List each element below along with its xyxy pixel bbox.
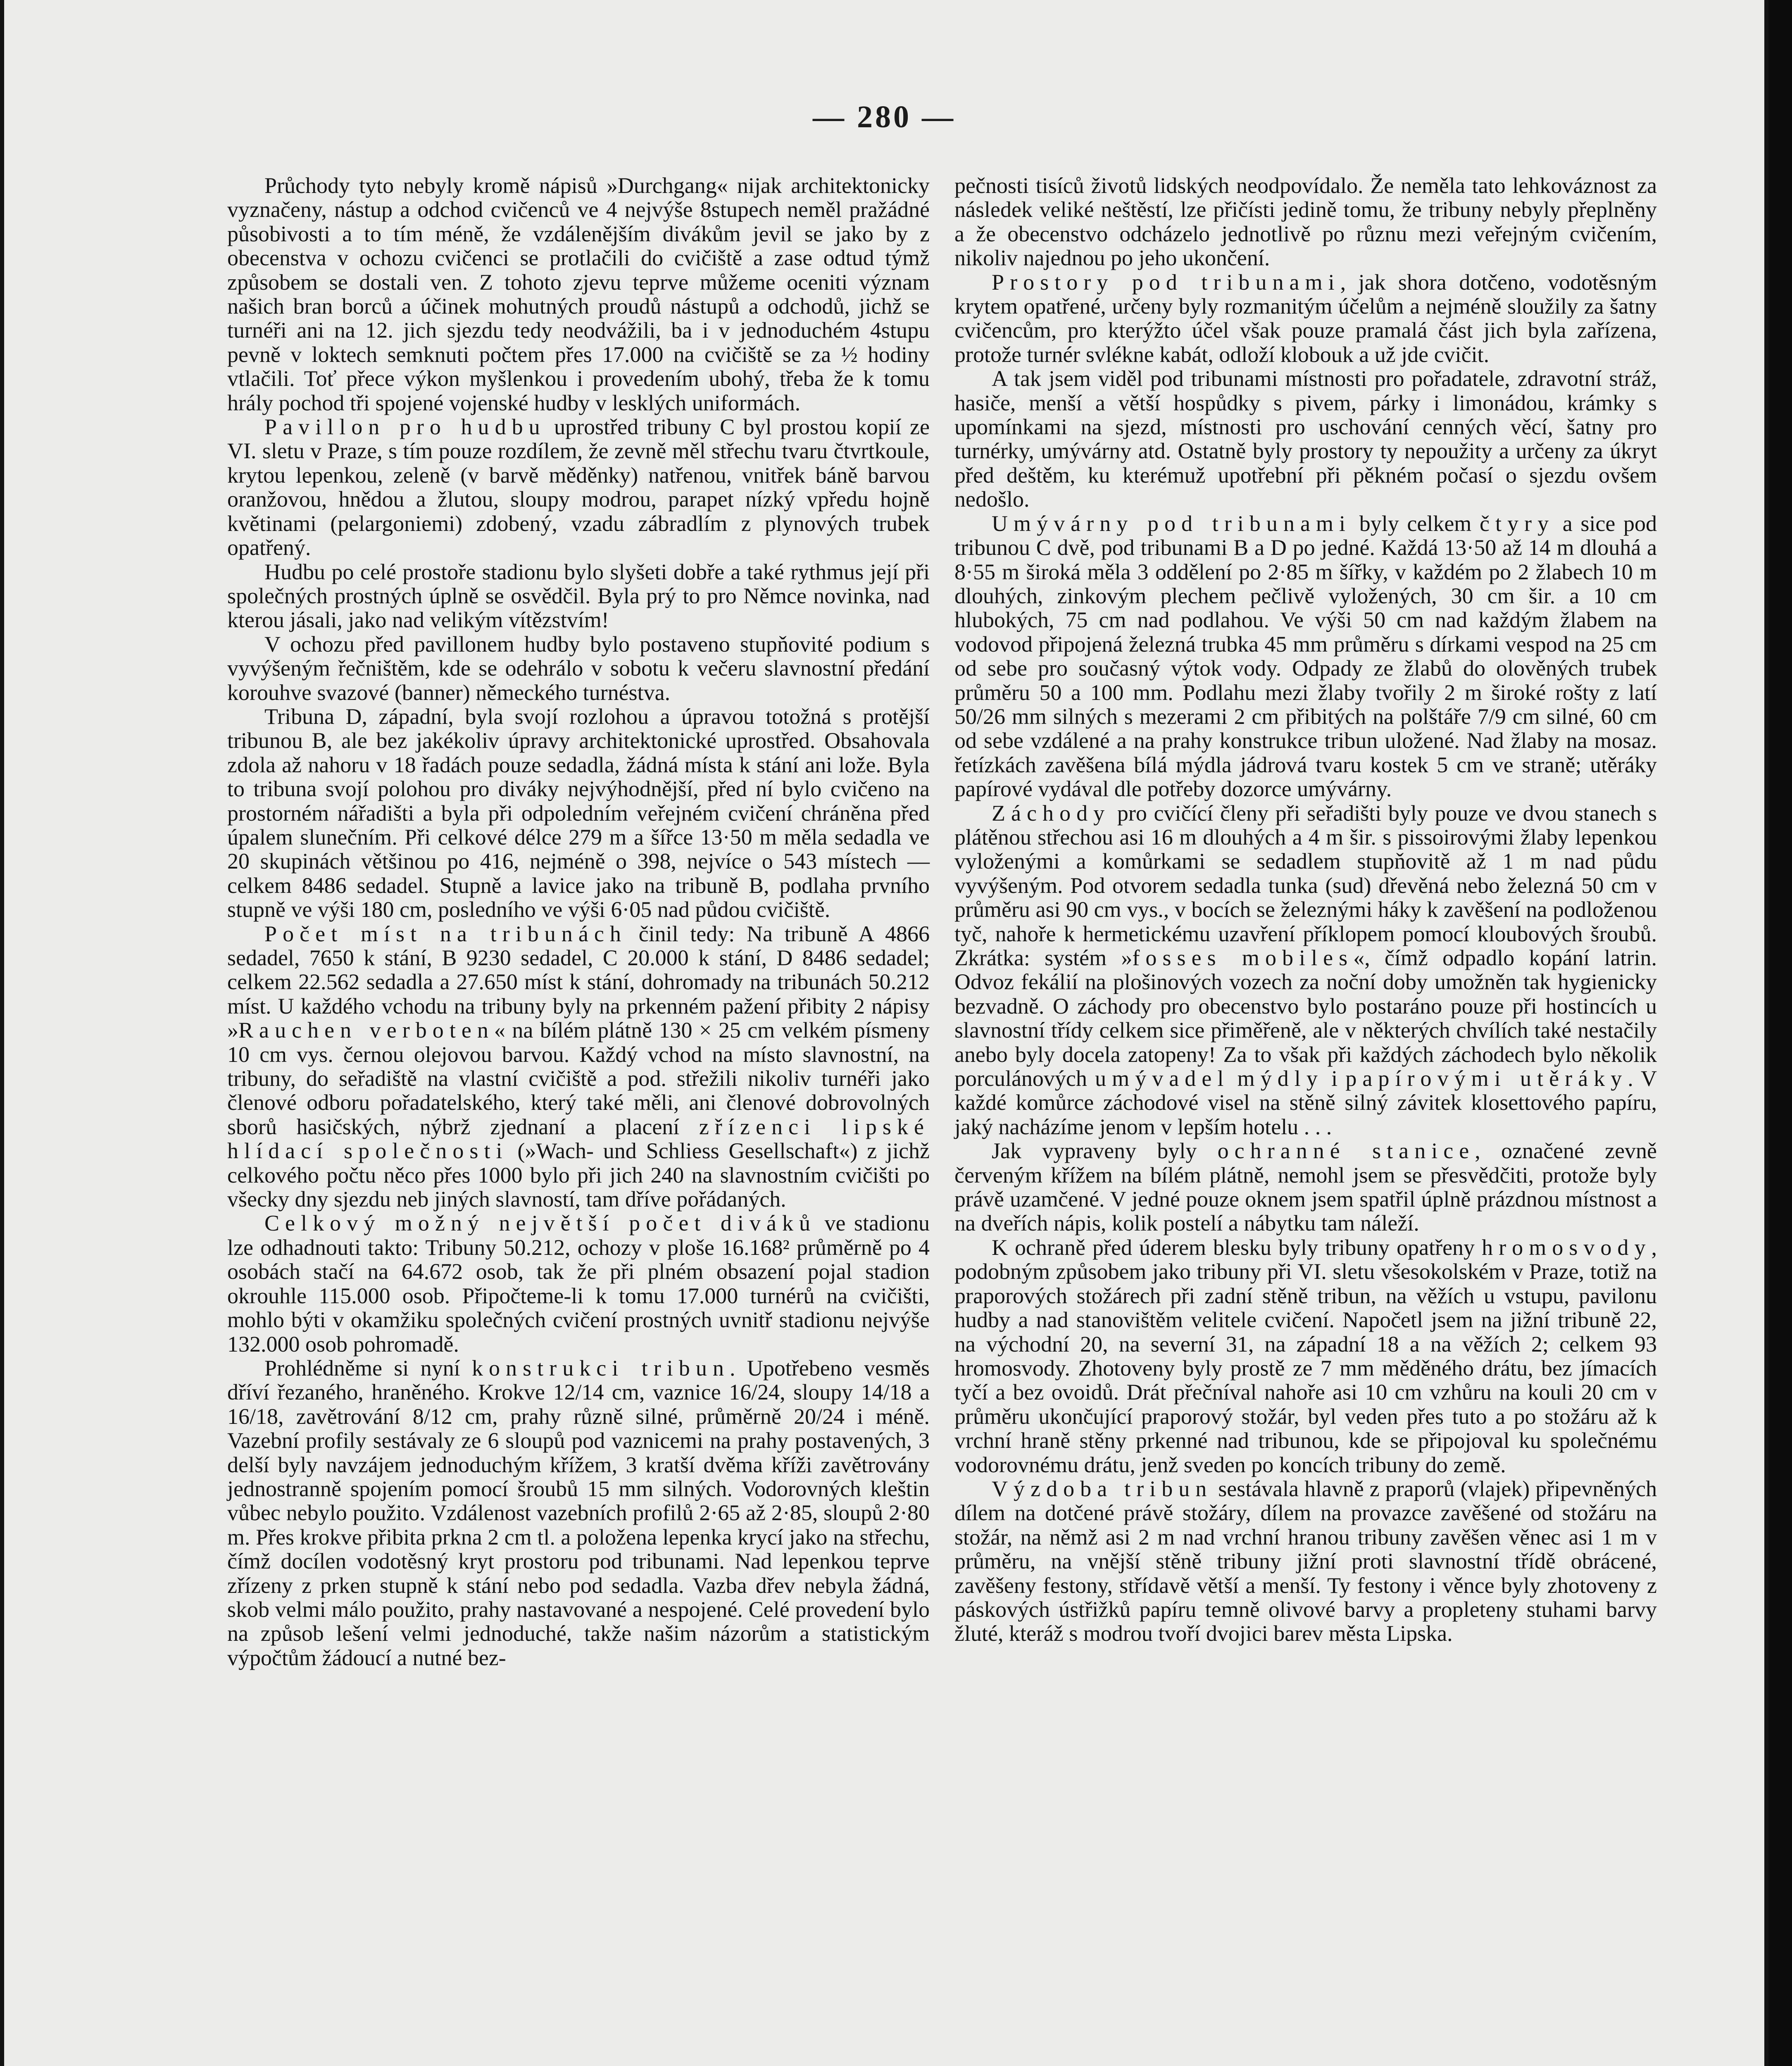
text-run: . V každé komůrce záchodové visel na stěně silný závitek klosettového papíru, jaký nacházíme jenom v lepším hotelu . . . (954, 1066, 1657, 1139)
text-run: Prohlédněme si nyní (264, 1355, 472, 1381)
spaced-emphasis: Rauchen verboten (238, 1018, 494, 1043)
paragraph (954, 367, 1657, 511)
text-run: ve stadionu lze odhadnouti takto: Tribuny 50.212, ochozy v ploše 16.168² průměrně po 4 osobách stačí na 64.672 osob, tak že při plném obsazení pojal stadion okrouhle 115.000 osob. Připočteme-li k tomu 17.000 turnérů na cvičišti, mohlo býti v okamžiku společných cvičení prostných uvnitř stadionu nejvýše 132.000 osob pohromadě. (227, 1211, 930, 1357)
text-run: Průchody tyto nebyly kromě nápisů »Durchgang« nijak architektonicky vyznačeny, nástup a odchod cvičenců ve 4 nejvýše 8stupech neměl pražádné působivosti a to tím méně, že vzdálenějším divákům jevil se jako by z obecenstva v ochozu cvičenci se protlačili do cvičiště a zase odtud týmž způsobem se dostali ven. Z tohoto zjevu teprve můžeme oceniti význam našich bran borců a účinek mohutných proudů nástupů a odchodů, jichž se turnéři ani na 12. jich sjezdu tedy neodvážili, ba i v jednoduchém 4stupu pevně v loktech semknuti počtem přes 17.000 na cvičiště se za ½ hodiny vtlačili. Toť přece výkon myšlenkou i provedením ubohý, třeba že k tomu hrály pochod tři spojené vojenské hudby v lesklých uniformách. (227, 173, 930, 415)
spaced-emphasis: ochranné stanice (1217, 1138, 1475, 1164)
spaced-emphasis: papírovými utěráky (1345, 1066, 1628, 1091)
text-run: «, čímž odpadlo kopání latrin. Odvoz fekálií na plošinových vozech za noční doby umožněn tak hygienicky bezvadně. O záchody pro obecenstvo bylo postaráno pouze při hostincích u slavnostní třídy celkem sice přiměřeně, ale v některých chvílích také nestačily anebo byly docela zatopeny! Za to však při každých záchodech bylo několik porculánových (954, 945, 1657, 1091)
text-run: pro cvičící členy při seřadišti byly pouze ve dvou stanech s plátěnou střechou asi 16 m dlouhých a 4 m šir. s pissoirovými žlaby lepenkou vyloženými a komůrkami se sedadlem stupňovitě až 1 m nad půdu vyvýšeným. Pod otvorem sedadla tunka (sud) dřevěná nebo železná 50 cm v průměru asi 90 cm vys., v bocích se železnými háky k zavěšení na podloženou tyč, nahoře k hermetickému uzavření příklopem pomocí kloubových šroubů. Zkrátka: systém » (954, 800, 1657, 970)
spaced-emphasis: Záchody (992, 800, 1111, 826)
page-sheet (4, 0, 1764, 2066)
spaced-emphasis: Celkový možný největší počet diváků (264, 1211, 816, 1236)
scan-border-right (1768, 0, 1792, 2066)
spaced-emphasis: zřízenci lipské hlídací společnosti (227, 1114, 930, 1164)
text-run: K ochraně před úderem blesku byly tribuny opatřeny (992, 1235, 1482, 1260)
paragraph (227, 705, 930, 922)
right-column (954, 174, 1657, 1646)
spaced-emphasis: Prostory pod tribunami (992, 269, 1340, 295)
spaced-emphasis: Výzdoba tribun (992, 1476, 1213, 1501)
text-run: byly celkem (1351, 511, 1480, 536)
text-run: sestávala hlavně z praporů (vlajek) připevněných dílem na dotčené právě stožáry, dílem na provazce zavěšené od stožáru na stožár, na němž asi 2 m nad vrchní hranou tribuny zavěšen věnec asi 1 m v průměru, na vnější stěně tribuny jižní proti slavnostní třídě obrácené, zavěšeny festony, střídavě větší a menší. Ty festony i věnce byly zhotoveny z páskových ústřižků papíru temně olivové barvy a propleteny stuhami barvy žluté, kteráž s modrou tvoří dvojici barev města Lipska. (954, 1476, 1657, 1646)
paragraph (954, 270, 1657, 367)
paragraph (227, 415, 930, 559)
text-run: (»Wach- und Schliess Gesellschaft«) z jichž celkového počtu něco přes 1000 bylo při jich 240 na slavnostním cvičišti po všecky dny sjezdu neb jiných slavností, tam dříve pořádaných. (227, 1138, 930, 1212)
text-run: uprostřed tribuny C byl prostou kopií ze VI. sletu v Praze, s tím pouze rozdílem, že zevně měl střechu tvaru čtvrtkoule, krytou lepenkou, zeleně (v barvě měděnky) natřenou, vnitřek báně barvou oranžovou, hnědou a žlutou, sloupy modrou, parapet nízký vpředu hojně květinami (pelargoniemi) zdobený, vzadu zábradlím z plynových trubek opatřený. (227, 414, 930, 560)
spaced-emphasis: mýdly (1237, 1066, 1323, 1091)
spaced-emphasis: Počet míst na tribunách (264, 921, 627, 946)
paragraph (954, 1235, 1657, 1477)
paragraph (954, 1139, 1657, 1235)
text-run: , jak shora dotčeno, vodotěsným krytem opatřené, určeny byly rozmanitým účelům a nejméně sloužily za šatny cvičencům, pro kterýžto účel však pouze pramalá část jich byla zařízena, protože turnér svlékne kabát, odloží klobouk a už jde cvičit. (954, 269, 1657, 367)
spaced-emphasis: čtyry (1479, 511, 1555, 536)
paragraph (227, 1211, 930, 1356)
text-run: . Upotřebeno vesměs dříví řezaného, hraněného. Krokve 12/14 cm, vaznice 16/24, sloupy 14/18 a 16/18, zavětrování 8/12 cm, prahy různě silné, průměrně 20/24 i méně. Vazební profily sestávaly ze 6 sloupů pod vaznicemi na prahy postavených, 3 delší byly navzájem jednoduchým křížem, 3 kratší dvěma kříži zavětrovány jednostranně spojením pomocí šroubů 15 mm silných. Vodorovných kleštin vůbec nebylo použito. Vzdálenost vazebních profilů 2·65 až 2·85, sloupů 2·80 m. Přes krokve přibita prkna 2 cm tl. a položena lepenka krycí jako na střechu, čímž docílen vodotěsný kryt prostoru pod tribunami. Nad lepenkou teprve zřízeny z prken stupně k stání nebo pod sedadla. Vazba dřev nebyla žádná, skob velmi málo použito, prahy nastavované a nespojené. Celé provedení bylo na způsob lešení velmi jednoduché, takže našim názorům a statistickým výpočtům žádoucí a nutné bez- (227, 1355, 930, 1670)
text-run: a sice pod tribunou C dvě, pod tribunami B a D po jedné. Každá 13·50 až 14 m dlouhá a 8·55 m široká měla 3 oddělení po 2·85 m šířky, v každém po 2 žlabech 10 m dlouhých, zinkovým plechem pečlivě vyložených, 30 cm šir. a 10 cm hlubokých, 75 cm nad podlahou. Ve výši 50 cm nad každým žlabem na vodovod připojená železná trubka 45 mm průměru s dírkami vespod na 25 cm od sebe pro současný výtok vody. Odpady ze žlabů do olověných trubek průměru 50 a 100 mm. Podlahu mezi žlaby tvořily 2 m široké rošty z latí 50/26 mm silných s mezerami 2 cm přibitých na polštáře 7/9 cm silné, 60 cm od sebe vzdálené a na prahy konstrukce tribun uložené. Nad žlaby na mosaz. řetízkách zavěšena bílá mýdla jádrová tvaru kostek 5 cm ve straně; utěráky papírové vydával dle potřeby dozorce umývárny. (954, 511, 1657, 802)
text-run: pečnosti tisíců životů lidských neodpovídalo. Že neměla tato lehkováznost za následek veliké neštěstí, lze přičísti jedině tomu, že tribuny nebyly přeplněny a že obecenstvo odcházelo jednotlivě po různu mezi veřejným cvičením, nikoliv najednou po jeho ukončení. (954, 173, 1657, 271)
paragraph (954, 1477, 1657, 1646)
text-run: i (1323, 1066, 1346, 1091)
text-run: Jak vypraveny byly (992, 1138, 1218, 1164)
spaced-emphasis: umývadel (1095, 1066, 1230, 1091)
spaced-emphasis: Umývárny pod tribunami (992, 511, 1352, 536)
left-column (227, 174, 930, 1670)
paragraph (227, 922, 930, 1212)
paragraph (227, 1356, 930, 1670)
spaced-emphasis: konstrukci tribun (471, 1355, 730, 1381)
text-run: , označené zevně červeným křížem na bílém plátně, nemohl jsem se přesvědčiti, protože byly právě uzamčené. V jedné pouze oknem jsem spatřil úplně prázdnou místnost a na dveřích nápis, kolik postelí a nábytku tam náleží. (954, 1138, 1657, 1236)
text-run: « na bílém plátně 130 × 25 cm velkém písmeny 10 cm vys. černou olejovou barvou. Každý vchod na místo slavnostní, na tribuny, do seřadiště na vlastní cvičiště a pod. střežili nikoliv turnéři jako členové odboru pořadatelského, který také měli, ani členové dobrovolných sborů hasičských, nýbrž zjednaní a placení (227, 1018, 930, 1139)
paragraph (227, 632, 930, 705)
text-run: V ochozu před pavillonem hudby bylo postaveno stupňovité podium s vyvýšeným řečništěm, kde se odehrálo v sobotu k večeru slavnostní předání korouhve svazové (banner) německého turnéstva. (227, 631, 930, 705)
text-run: , podobným způsobem jako tribuny při VI. sletu všesokolském v Praze, totiž na praporových stožárech při zadní stěně tribun, na věžích u vstupu, pavilonu hudby a nad stanovištěm velitele cvičení. Napočetl jsem na jižní tribuně 22, na východní 20, na severní 31, na západní 18 a na věžích 2; celkem 93 hromosvody. Zhotoveny byly prostě ze 7 mm měděného drátu, bez jímacích tyčí a bez ovoidů. Drát přečníval nahoře asi 10 cm vzhůru na kouli 20 cm v průměru ukončující praporový stožár, byl veden přes tuto a po stožáru až k vrchní hraně stěny prkenné nad tribunou, kde se připojoval ku společnému vodorovnému drátu, jenž sveden po koncích tribuny do země. (954, 1235, 1657, 1477)
paragraph (227, 560, 930, 632)
text-run: Hudbu po celé prostoře stadionu bylo slyšeti dobře a také rythmus její při společných prostných úplně se osvědčil. Byla prý to pro Němce novinka, nad kterou jásali, jako nad velikým vítězstvím! (227, 559, 930, 633)
paragraph (954, 512, 1657, 801)
text-run: A tak jsem viděl pod tribunami místnosti pro pořadatele, zdravotní stráž, hasiče, menší a větší hospůdky s pivem, párky i limonádou, krámky s upomínkami na sjezd, místnosti pro uschování cenných věcí, šatny pro turnérky, umývárny atd. Ostatně byly prostory ty nepoužity a určeny za úkryt před deštěm, ku kterémuž upotřební při pěkném počasí o sjezdu ovšem nedošlo. (954, 366, 1657, 512)
spaced-emphasis: fosses mobiles (1132, 945, 1354, 970)
paragraph (954, 801, 1657, 1139)
spaced-emphasis: Pavillon pro hudbu (264, 414, 546, 440)
text-run: Tribuna D, západní, byla svojí rozlohou a úpravou totožná s protější tribunou B, ale bez jakékoliv úpravy architektonické uprostřed. Obsahovala zdola až nahoru v 18 řadách pouze sedadla, žádná místa k stání ani lože. Byla to tribuna svojí polohou pro diváky nejvýhodnější, před ní bylo cvičeno na prostorném nářadišti a byla při odpoledním veřejném cvičení chráněna před úpalem slunečním. Při celkové délce 279 m a šířce 13·50 m měla sedadla ve 20 skupinách většinou po 416, nejméně o 398, nejvíce o 543 místech — celkem 8486 sedadel. Stupně a lavice jako na tribuně B, podlaha prvního stupně ve výši 180 cm, posledního ve výši 6·05 nad půdou cvičiště. (227, 704, 930, 922)
paragraph (227, 174, 930, 415)
text-run (1229, 1066, 1237, 1091)
paragraph (954, 174, 1657, 270)
text-run: činil tedy: Na tribuně A 4866 sedadel, 7650 k stání, B 9230 sedadel, C 20.000 k stání, D 8486 sedadel; celkem 22.562 sedadla a 27.650 míst k stání, dohromady na tribunách 50.212 míst. U každého vchodu na tribuny byly na prkenném pažení přibity 2 nápisy » (227, 921, 930, 1043)
spaced-emphasis: hromosvody (1482, 1235, 1652, 1260)
page-number: — 280 — (813, 100, 956, 134)
